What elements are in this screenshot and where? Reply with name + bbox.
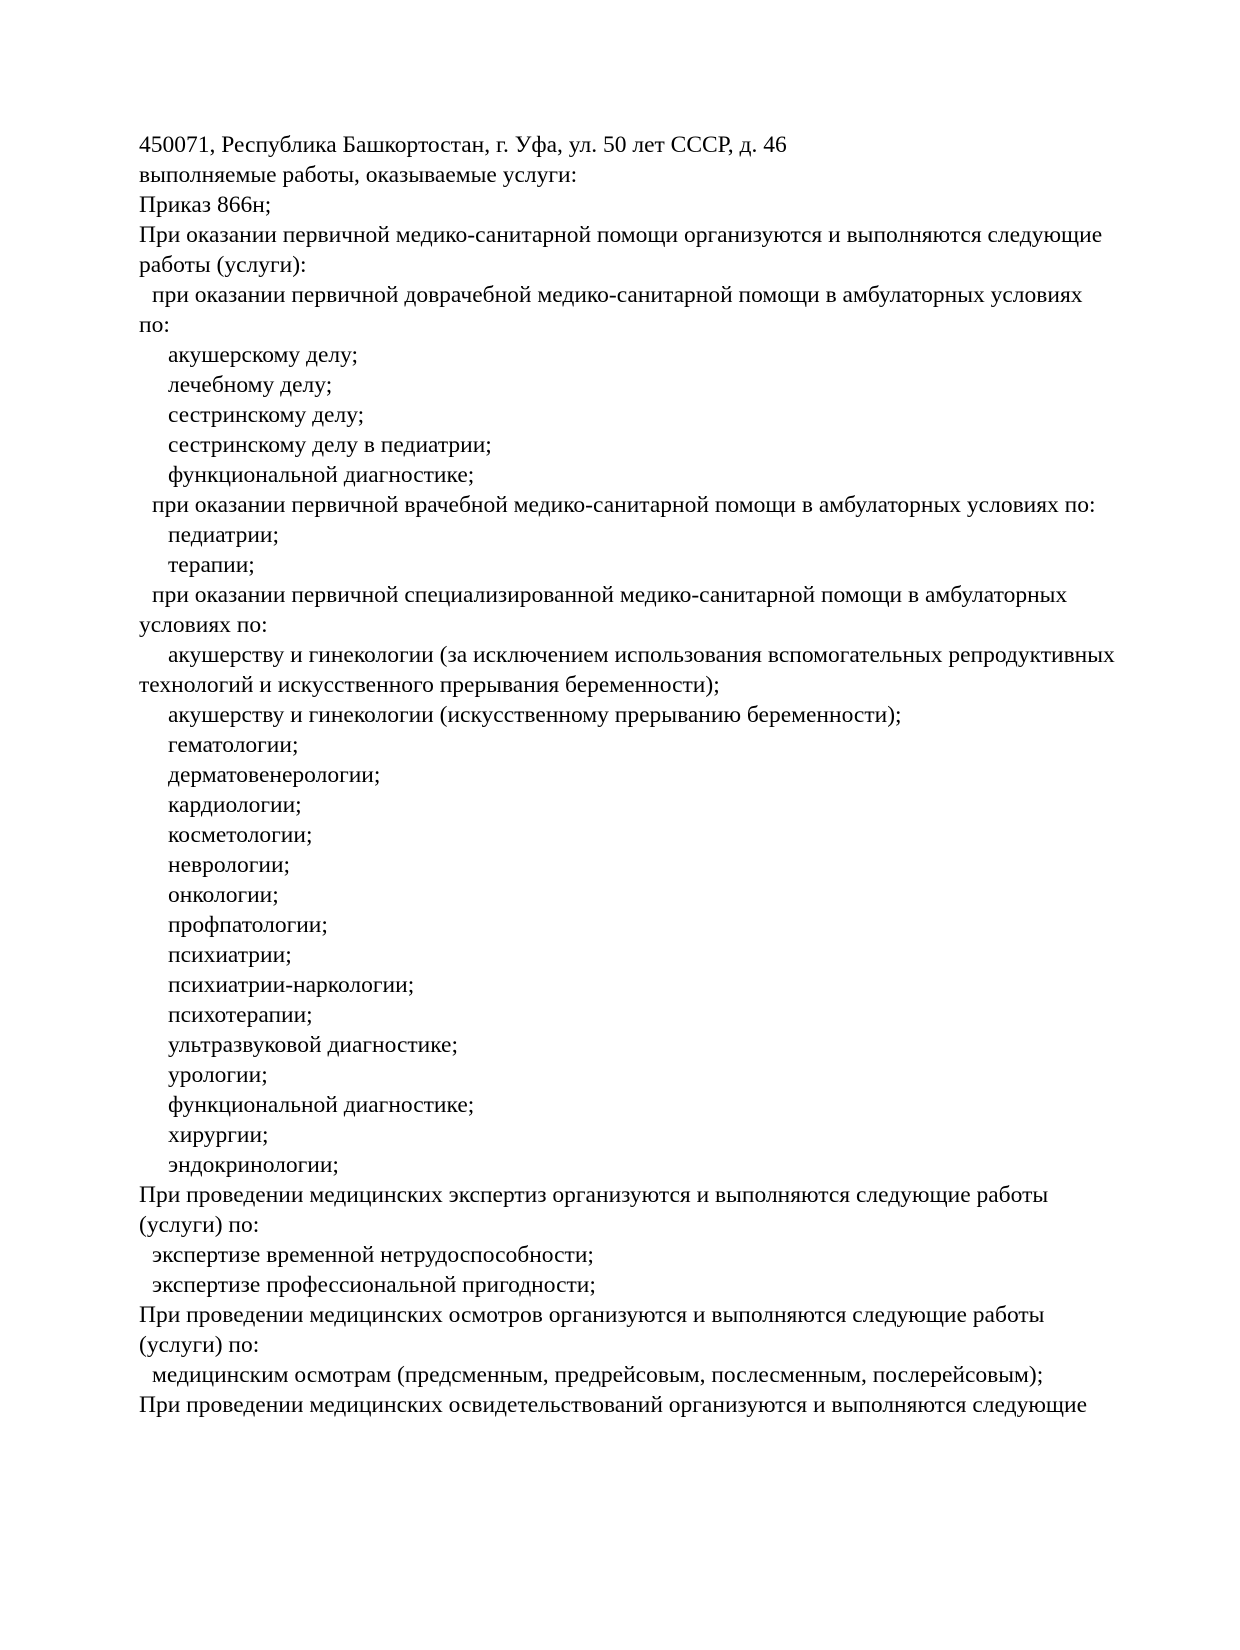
text-line: При проведении медицинских экспертиз организуются и выполняются следующие работы (139, 1182, 1049, 1208)
text-line: гематологии; (168, 732, 299, 758)
text-line: эндокринологии; (168, 1152, 339, 1178)
text-line: 450071, Республика Башкортостан, г. Уфа, ул. 50 лет СССР, д. 46 (139, 132, 787, 158)
text-line: При проведении медицинских осмотров организуются и выполняются следующие работы (139, 1302, 1045, 1328)
text-line: сестринскому делу; (168, 402, 365, 428)
text-line: выполняемые работы, оказываемые услуги: (139, 162, 578, 188)
text-line: медицинским осмотрам (предсменным, предрейсовым, послесменным, послерейсовым); (152, 1362, 1044, 1388)
text-line: дерматовенерологии; (168, 762, 381, 788)
text-line: сестринскому делу в педиатрии; (168, 432, 492, 458)
text-line: психиатрии-наркологии; (168, 972, 415, 998)
text-line: кардиологии; (168, 792, 302, 818)
text-line: педиатрии; (168, 522, 280, 548)
text-line: технологий и искусственного прерывания беременности); (139, 672, 720, 698)
text-line: работы (услуги): (139, 252, 307, 278)
text-line: урологии; (168, 1062, 268, 1088)
text-line: условиях по: (139, 612, 268, 638)
text-line: акушерству и гинекологии (за исключением использования вспомогательных репродуктивных (168, 642, 1115, 668)
text-line: экспертизе профессиональной пригодности; (152, 1272, 596, 1298)
text-line: профпатологии; (168, 912, 328, 938)
text-line: лечебному делу; (168, 372, 333, 398)
text-line: при оказании первичной врачебной медико-санитарной помощи в амбулаторных условиях по: (152, 492, 1096, 518)
text-line: косметологии; (168, 822, 313, 848)
text-line: онкологии; (168, 882, 279, 908)
text-line: психотерапии; (168, 1002, 313, 1028)
text-line: при оказании первичной специализированной медико-санитарной помощи в амбулаторных (152, 582, 1068, 608)
text-line: акушерству и гинекологии (искусственному прерыванию беременности); (168, 702, 902, 728)
text-line: при оказании первичной доврачебной медико-санитарной помощи в амбулаторных условиях (152, 282, 1083, 308)
text-line: функциональной диагностике; (168, 462, 475, 488)
text-line: по: (139, 312, 170, 338)
text-line: неврологии; (168, 852, 291, 878)
text-line: функциональной диагностике; (168, 1092, 475, 1118)
text-line: Приказ 866н; (139, 192, 272, 218)
text-line: акушерскому делу; (168, 342, 359, 368)
text-line: При оказании первичной медико-санитарной помощи организуются и выполняются следующие (139, 222, 1103, 248)
text-line: экспертизе временной нетрудоспособности; (152, 1242, 594, 1268)
text-line: (услуги) по: (139, 1332, 260, 1358)
document-text-block (139, 130, 1179, 1420)
text-line: терапии; (168, 552, 255, 578)
text-line: психиатрии; (168, 942, 292, 968)
text-line: хирургии; (168, 1122, 269, 1148)
text-line: (услуги) по: (139, 1212, 260, 1238)
text-line: ультразвуковой диагностике; (168, 1032, 459, 1058)
text-line: При проведении медицинских освидетельствований организуются и выполняются следующие (139, 1392, 1087, 1418)
